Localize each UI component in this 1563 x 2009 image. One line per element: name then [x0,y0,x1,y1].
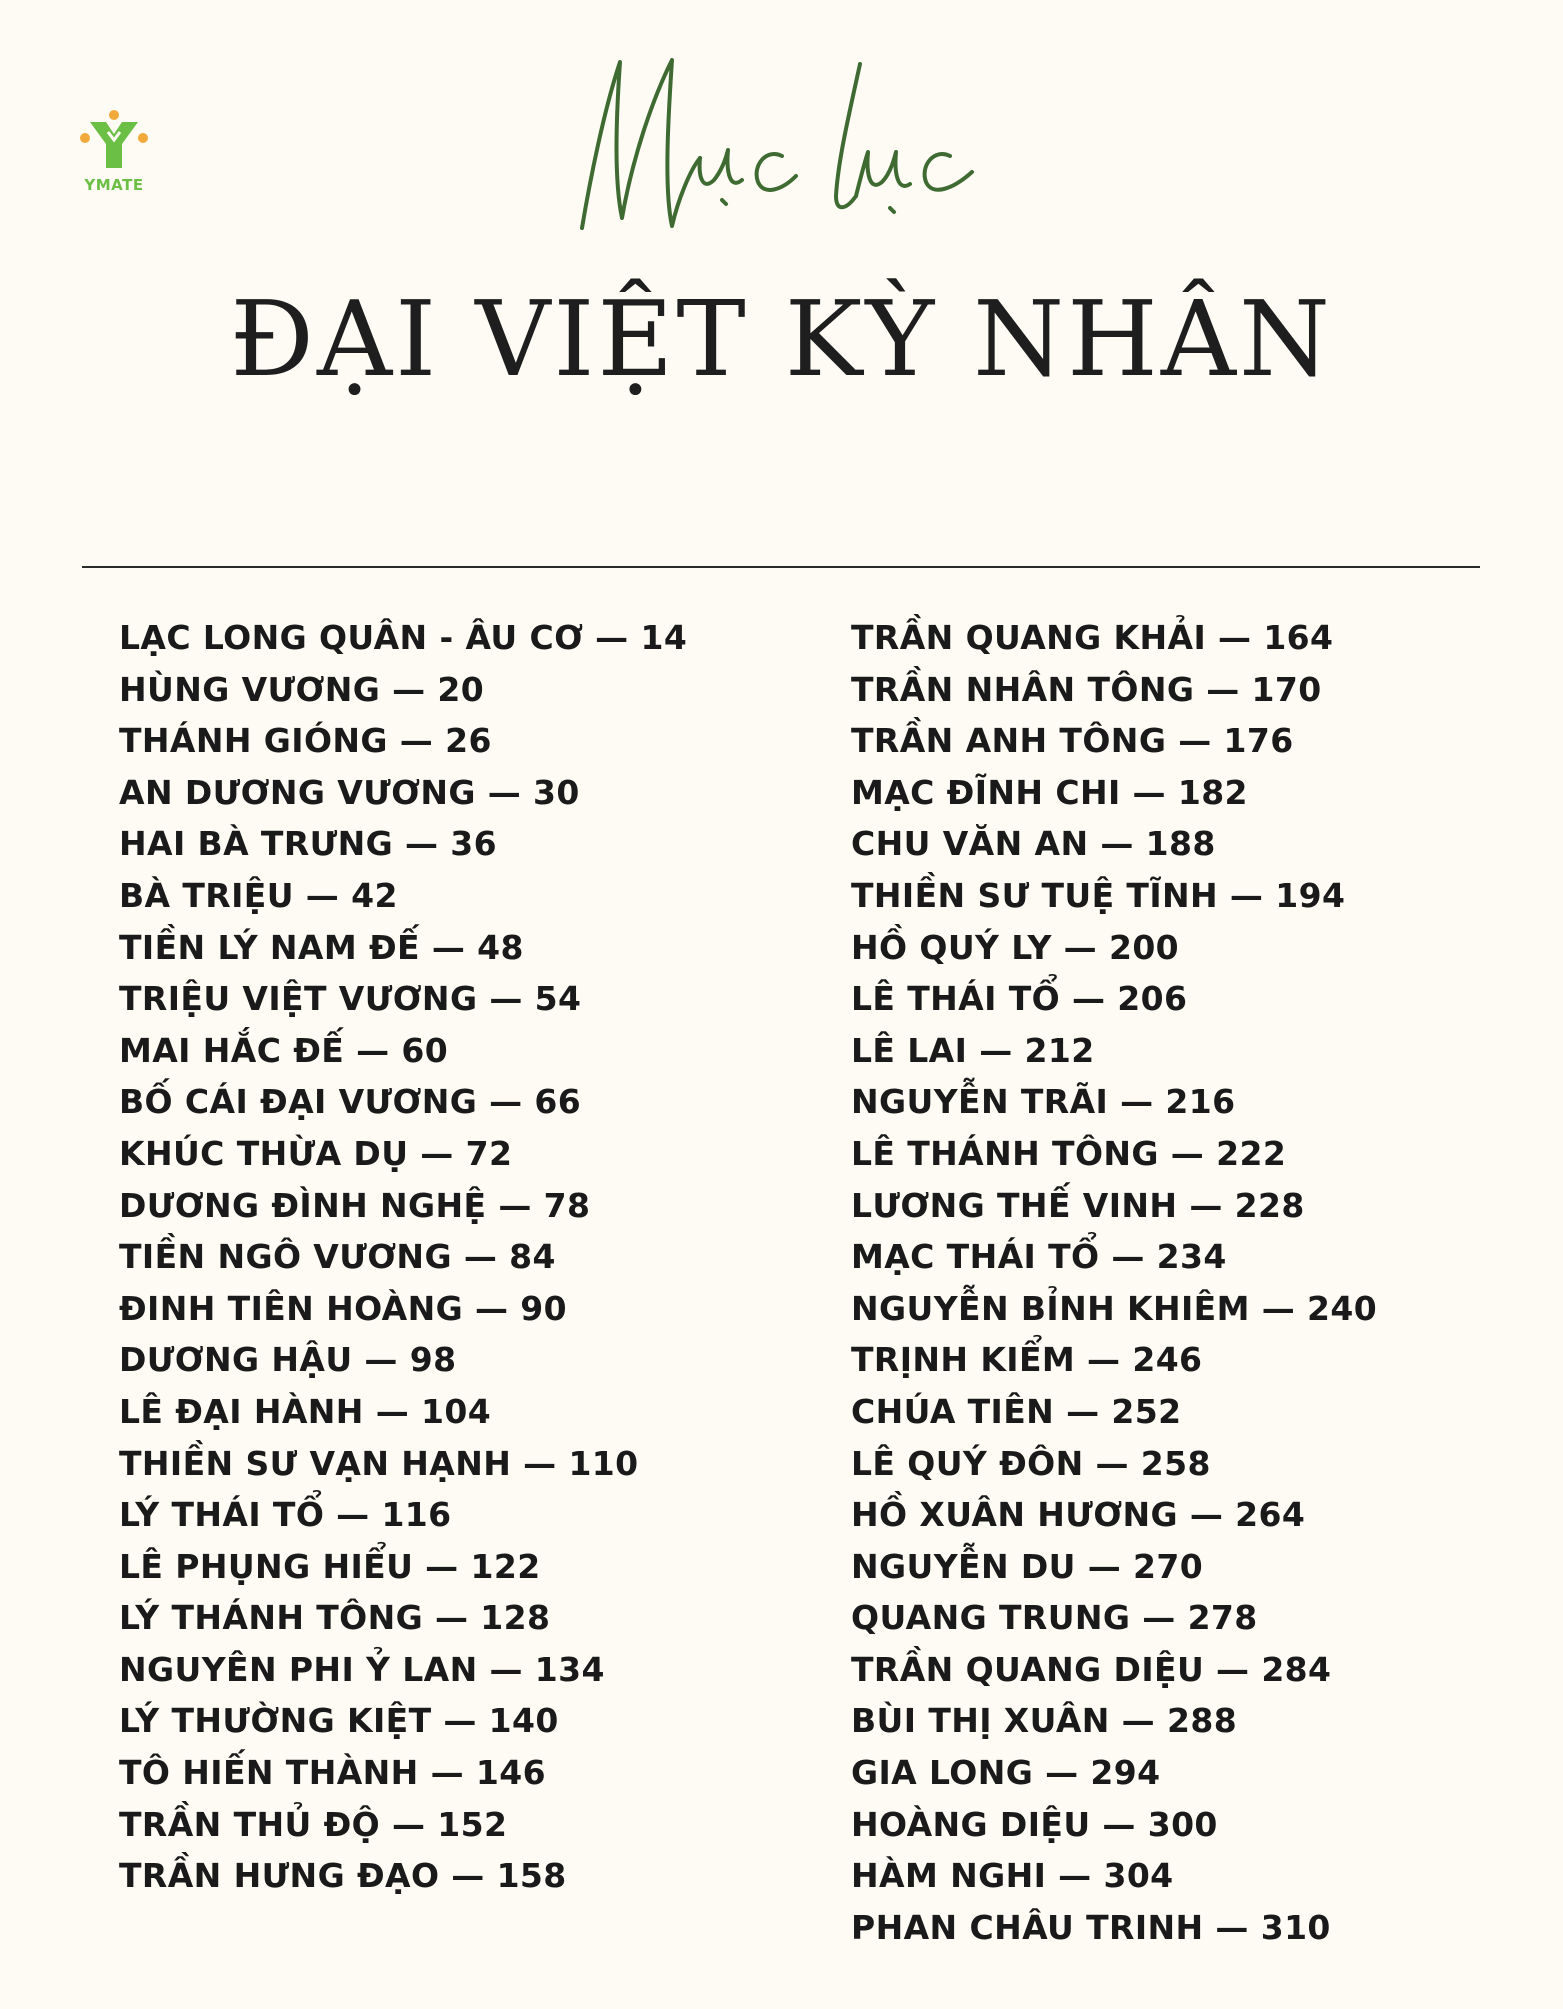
toc-entry: THIỀN SƯ VẠN HẠNH — 110 [119,1443,639,1483]
toc-entry: TRẦN NHÂN TÔNG — 170 [851,669,1322,709]
toc-entry: HÀM NGHI — 304 [851,1856,1174,1896]
toc-entry: NGUYỄN DU — 270 [851,1546,1204,1586]
toc-entry: DƯƠNG HẬU — 98 [119,1340,457,1380]
toc-entry: HAI BÀ TRƯNG — 36 [119,824,498,864]
toc-entry: TRẦN QUANG DIỆU — 284 [851,1649,1332,1689]
toc-entry: LÊ THÁI TỔ — 206 [851,979,1188,1019]
toc-left-column [119,612,687,1902]
toc-entry: AN DƯƠNG VƯƠNG — 30 [119,772,580,812]
toc-entry: TRIỆU VIỆT VƯƠNG — 54 [119,979,582,1019]
toc-right-column [851,612,1377,1953]
script-title-graphic [560,40,1020,240]
toc-entry: HOÀNG DIỆU — 300 [851,1804,1218,1844]
toc-entry: LƯƠNG THẾ VINH — 228 [851,1185,1305,1225]
toc-entry: LẠC LONG QUÂN - ÂU CƠ — 14 [119,618,688,657]
toc-entry: TRẦN QUANG KHẢI — 164 [851,618,1334,657]
toc-entry: THÁNH GIÓNG — 26 [119,721,492,761]
toc-entry: MẠC ĐĨNH CHI — 182 [851,772,1248,812]
toc-entry: DƯƠNG ĐÌNH NGHỆ — 78 [119,1185,591,1225]
toc-entry: HỒ QUÝ LY — 200 [851,927,1180,967]
toc-entry: CHÚA TIÊN — 252 [851,1391,1182,1431]
toc-entry: HÙNG VƯƠNG — 20 [119,669,485,709]
toc-entry: THIỀN SƯ TUỆ TĨNH — 194 [851,875,1346,915]
toc-entry: ĐINH TIÊN HOÀNG — 90 [119,1288,568,1328]
toc-entry: LÝ THÁNH TÔNG — 128 [119,1598,551,1638]
toc-entry: MAI HẮC ĐẾ — 60 [119,1030,449,1070]
toc-entry: BỐ CÁI ĐẠI VƯƠNG — 66 [119,1082,582,1122]
toc-entry: LÊ LAI — 212 [851,1030,1095,1070]
toc-entry: LÝ THƯỜNG KIỆT — 140 [119,1701,559,1741]
toc-entry: BÙI THỊ XUÂN — 288 [851,1701,1238,1741]
toc-entry: NGUYỄN TRÃI — 216 [851,1082,1236,1122]
toc-entry: BÀ TRIỆU — 42 [119,875,398,915]
toc-entry: NGUYÊN PHI Ỷ LAN — 134 [119,1649,605,1689]
logo-text: YMATE [84,176,144,194]
toc-entry: LÊ PHỤNG HIỂU — 122 [119,1546,541,1586]
toc-entry: TIỀN LÝ NAM ĐẾ — 48 [119,927,524,967]
toc-entry: TRẦN THỦ ĐỘ — 152 [119,1804,508,1844]
toc-entry: MẠC THÁI TỔ — 234 [851,1237,1227,1277]
toc-entry: LÝ THÁI TỔ — 116 [119,1495,452,1535]
toc-entry: LÊ QUÝ ĐÔN — 258 [851,1443,1211,1483]
toc-entry: NGUYỄN BỈNH KHIÊM — 240 [851,1288,1378,1328]
ymate-logo-icon [78,108,150,172]
toc-entry: QUANG TRUNG — 278 [851,1598,1258,1638]
toc-entry: PHAN CHÂU TRINH — 310 [851,1907,1331,1947]
toc-entry: LÊ ĐẠI HÀNH — 104 [119,1391,492,1431]
toc-entry: CHU VĂN AN — 188 [851,824,1216,864]
toc-entry: HỒ XUÂN HƯƠNG — 264 [851,1495,1306,1535]
script-title-muc-luc [560,40,1020,240]
toc-entry: TIỀN NGÔ VƯƠNG — 84 [119,1237,556,1277]
toc-entry: TRẦN HƯNG ĐẠO — 158 [119,1856,567,1896]
toc-entry: TÔ HIẾN THÀNH — 146 [119,1753,546,1793]
toc-entry: TRỊNH KIỂM — 246 [851,1340,1203,1380]
toc-entry: GIA LONG — 294 [851,1753,1161,1793]
toc-entry: TRẦN ANH TÔNG — 176 [851,721,1294,761]
ymate-logo [78,108,150,200]
book-title: ĐẠI VIỆT KỲ NHÂN [230,278,1333,400]
divider-line [82,566,1480,568]
toc-entry: LÊ THÁNH TÔNG — 222 [851,1133,1287,1173]
toc-entry: KHÚC THỪA DỤ — 72 [119,1133,513,1173]
